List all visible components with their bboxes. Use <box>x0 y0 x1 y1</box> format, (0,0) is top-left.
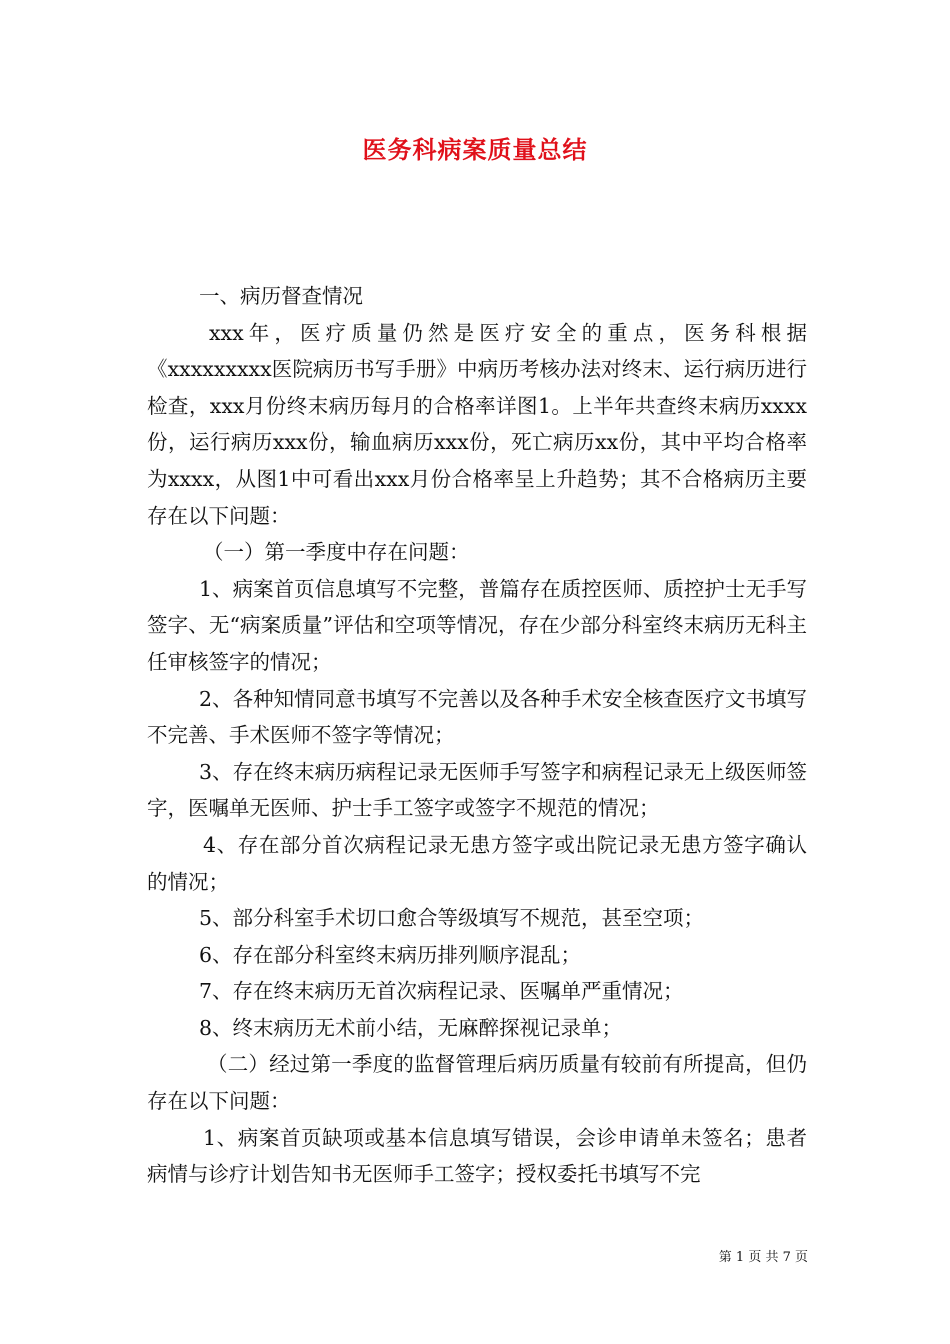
sub2-item: 1、病案首页缺项或基本信息填写错误，会诊申请单未签名；患者病情与诊疗计划告知书无医师手工签字；授权委托书填写不完 <box>147 1125 807 1187</box>
section-heading: 一、病历督查情况 <box>199 284 363 308</box>
sub2-heading: （二）经过第一季度的监督管理后病历质量有较前有所提高，但仍存在以下问题： <box>147 1052 807 1114</box>
sub1-item: 3、存在终末病历病程记录无医师手写签字和病程记录无上级医师签字，医嘱单无医师、护士手工签字或签字不规范的情况； <box>147 759 807 821</box>
sub1-item: 2、各种知情同意书填写不完善以及各种手术安全核查医疗文书填写不完善、手术医师不签字等情况； <box>147 686 807 748</box>
sub1-item: 4、存在部分首次病程记录无患方签字或出院记录无患方签字确认的情况； <box>147 832 807 894</box>
sub1-item: 7、存在终末病历无首次病程记录、医嘱单严重情况； <box>199 979 684 1004</box>
document-body <box>147 278 807 1193</box>
sub1-item: 1、病案首页信息填写不完整，普篇存在质控医师、质控护士无手写签字、无“病案质量”评估和空项等情况，存在少部分科室终末病历无科主任审核签字的情况； <box>147 576 807 674</box>
page-number-footer: 第 1 页 共 7 页 <box>718 1250 808 1265</box>
sub1-item: 8、终末病历无术前小结，无麻醉探视记录单； <box>199 1015 623 1040</box>
sub1-item: 5、部分科室手术切口愈合等级填写不规范，甚至空项； <box>199 906 705 931</box>
page-title: 医务科病案质量总结 <box>362 136 588 164</box>
intro-paragraph: xxx年，医疗质量仍然是医疗安全的重点，医务科根据《xxxxxxxxx医院病历书写手册》中病历考核办法对终末、运行病历进行检查，xxx月份终末病历每月的合格率详图1。上半年共查终末病历xxxx份，运行病历xxx份，输血病历xxx份，死亡病历xx份，其中平均合格率为xxxx，从图1中可看出xxx月份合格率呈上升趋势；其不合格病历主要存在以下问题： <box>147 320 807 528</box>
sub1-item: 6、存在部分科室终末病历排列顺序混乱； <box>199 942 582 967</box>
sub1-heading: （一）第一季度中存在问题： <box>203 540 470 565</box>
